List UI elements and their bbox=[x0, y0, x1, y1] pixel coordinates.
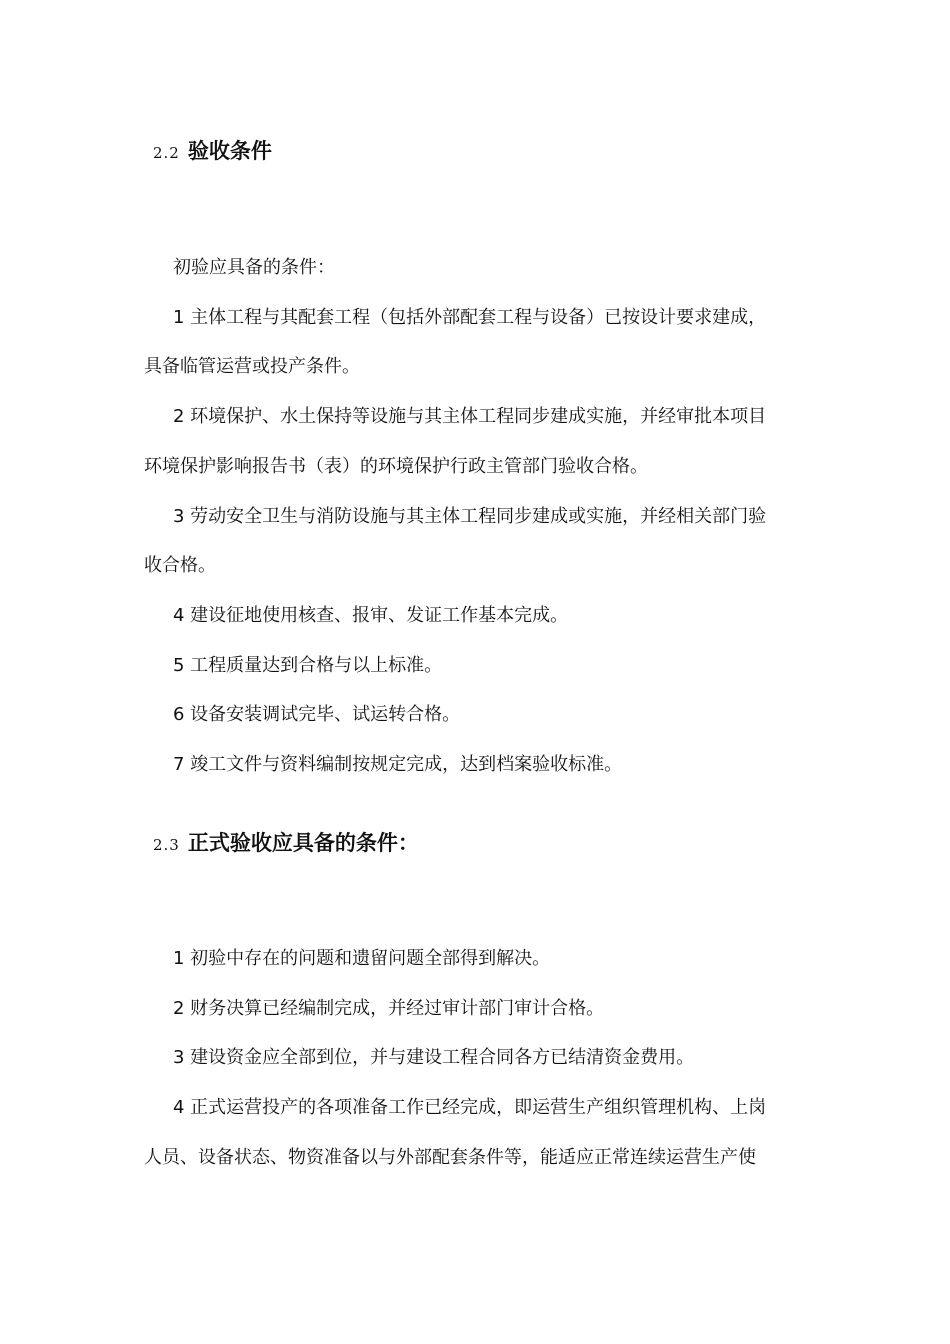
section-number: 2.2 bbox=[153, 144, 180, 162]
list-item-line: 7 竣工文件与资料编制按规定完成，达到档案验收标准。 bbox=[173, 754, 623, 775]
list-item-line: 4 建设征地使用核查、报审、发证工作基本完成。 bbox=[173, 605, 569, 626]
section-title: 验收条件 bbox=[187, 139, 272, 163]
section-title: 正式验收应具备的条件： bbox=[187, 831, 419, 855]
list-item-line: 1 初验中存在的问题和遗留问题全部得到解决。 bbox=[173, 948, 551, 969]
section-heading-2-3 bbox=[153, 828, 419, 860]
list-item-line: 4 正式运营投产的各项准备工作已经完成，即运营生产组织管理机构、上岗 bbox=[173, 1097, 767, 1118]
list-item-line: 收合格。 bbox=[144, 555, 216, 576]
list-item-line: 2 财务决算已经编制完成，并经过审计部门审计合格。 bbox=[173, 998, 605, 1019]
list-item-line: 具备临管运营或投产条件。 bbox=[144, 356, 360, 377]
list-item-line: 环境保护影响报告书（表）的环境保护行政主管部门验收合格。 bbox=[144, 456, 648, 477]
list-item-line: 3 劳动安全卫生与消防设施与其主体工程同步建成或实施，并经相关部门验 bbox=[173, 506, 767, 527]
list-item-line: 5 工程质量达到合格与以上标准。 bbox=[173, 655, 443, 676]
list-item-line: 3 建设资金应全部到位，并与建设工程合同各方已结清资金费用。 bbox=[173, 1047, 695, 1068]
section-heading-2-2 bbox=[153, 136, 272, 168]
list-item-line: 人员、设备状态、物资准备以与外部配套条件等，能适应正常连续运营生产使 bbox=[144, 1147, 756, 1168]
intro-paragraph: 初验应具备的条件： bbox=[173, 257, 335, 278]
list-item-line: 1 主体工程与其配套工程（包括外部配套工程与设备）已按设计要求建成， bbox=[173, 307, 767, 328]
list-item-line: 2 环境保护、水土保持等设施与其主体工程同步建成实施，并经审批本项目 bbox=[173, 406, 767, 427]
section-number: 2.3 bbox=[153, 836, 180, 854]
list-item-line: 6 设备安装调试完毕、试运转合格。 bbox=[173, 704, 461, 725]
